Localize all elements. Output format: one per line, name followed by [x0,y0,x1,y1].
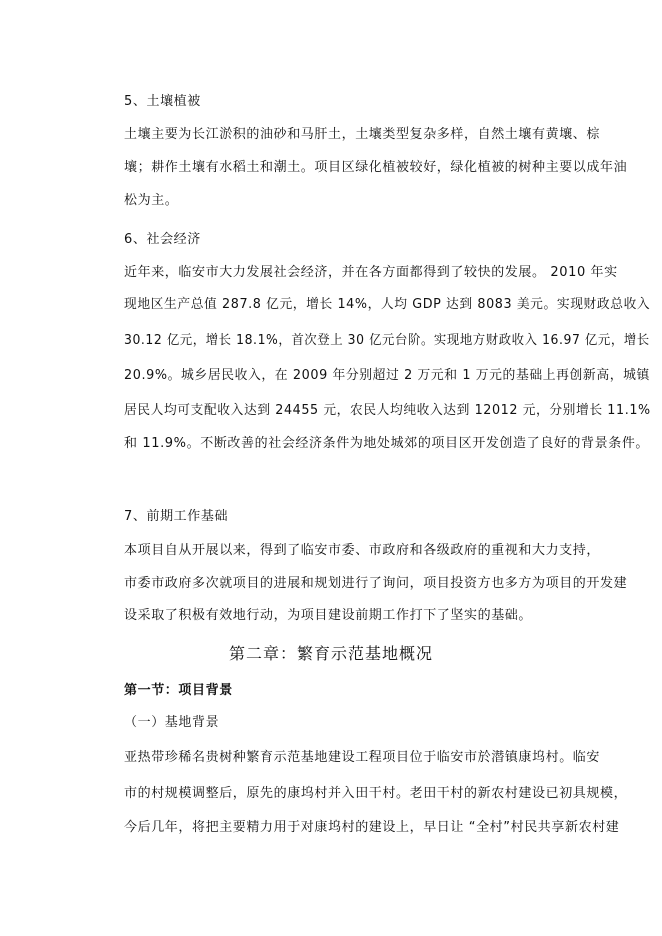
paragraph-line: 市的村规模调整后，原先的康坞村并入田干村。老田干村的新农村建设已初具规模， [124,786,628,801]
paragraph-line: 20.9%。城乡居民收入，在 2009 年分别超过 2 万元和 1 万元的基础上再创新高，城镇 [124,368,650,383]
heading-prework: 7、前期工作基础 [124,509,229,524]
paragraph-line: 30.12 亿元，增长 18.1%，首次登上 30 亿元台阶。实现地方财政收入 16.97 亿元，增长 [124,333,650,348]
paragraph-line: 设采取了积极有效地行动，为项目建设前期工作打下了坚实的基础。 [124,608,533,623]
paragraph-line: 亚热带珍稀名贵树种繁育示范基地建设工程项目位于临安市於潜镇康坞村。临安 [124,750,601,765]
chapter-title: 第二章：繁育示范基地概况 [228,644,433,663]
heading-soil-vegetation: 5、土壤植被 [124,94,201,109]
paragraph-line: 松为主。 [124,193,179,208]
paragraph-line: 市委市政府多次就项目的进展和规划进行了询问，项目投资方也多方为项目的开发建 [124,576,628,591]
paragraph-line: 现地区生产总值 287.8 亿元，增长 14%，人均 GDP 达到 8083 美元。实现财政总收入 [124,297,651,312]
paragraph-line: 今后几年，将把主要精力用于对康坞村的建设上，早日让 “全村”村民共享新农村建 [124,820,620,835]
subsection-title: （一）基地背景 [124,715,220,730]
paragraph-line: 壤；耕作土壤有水稻土和潮土。项目区绿化植被较好，绿化植被的树种主要以成年油 [124,160,628,175]
section-title: 第一节：项目背景 [124,683,233,698]
heading-social-economy: 6、社会经济 [124,232,201,247]
paragraph-line: 和 11.9%。不断改善的社会经济条件为地处城郊的项目区开发创造了良好的背景条件。 [124,436,650,451]
paragraph-line: 本项目自从开展以来，得到了临安市委、市政府和各级政府的重视和大力支持， [124,543,601,558]
paragraph-line: 近年来，临安市大力发展社会经济，并在各方面都得到了较快的发展。 2010 年实 [124,265,618,280]
paragraph-line: 土壤主要为长江淤积的油砂和马肝土，土壤类型复杂多样，自然土壤有黄壤、棕 [124,127,601,142]
paragraph-line: 居民人均可支配收入达到 24455 元，农民人均纯收入达到 12012 元，分别增长 11.1% [124,403,651,418]
